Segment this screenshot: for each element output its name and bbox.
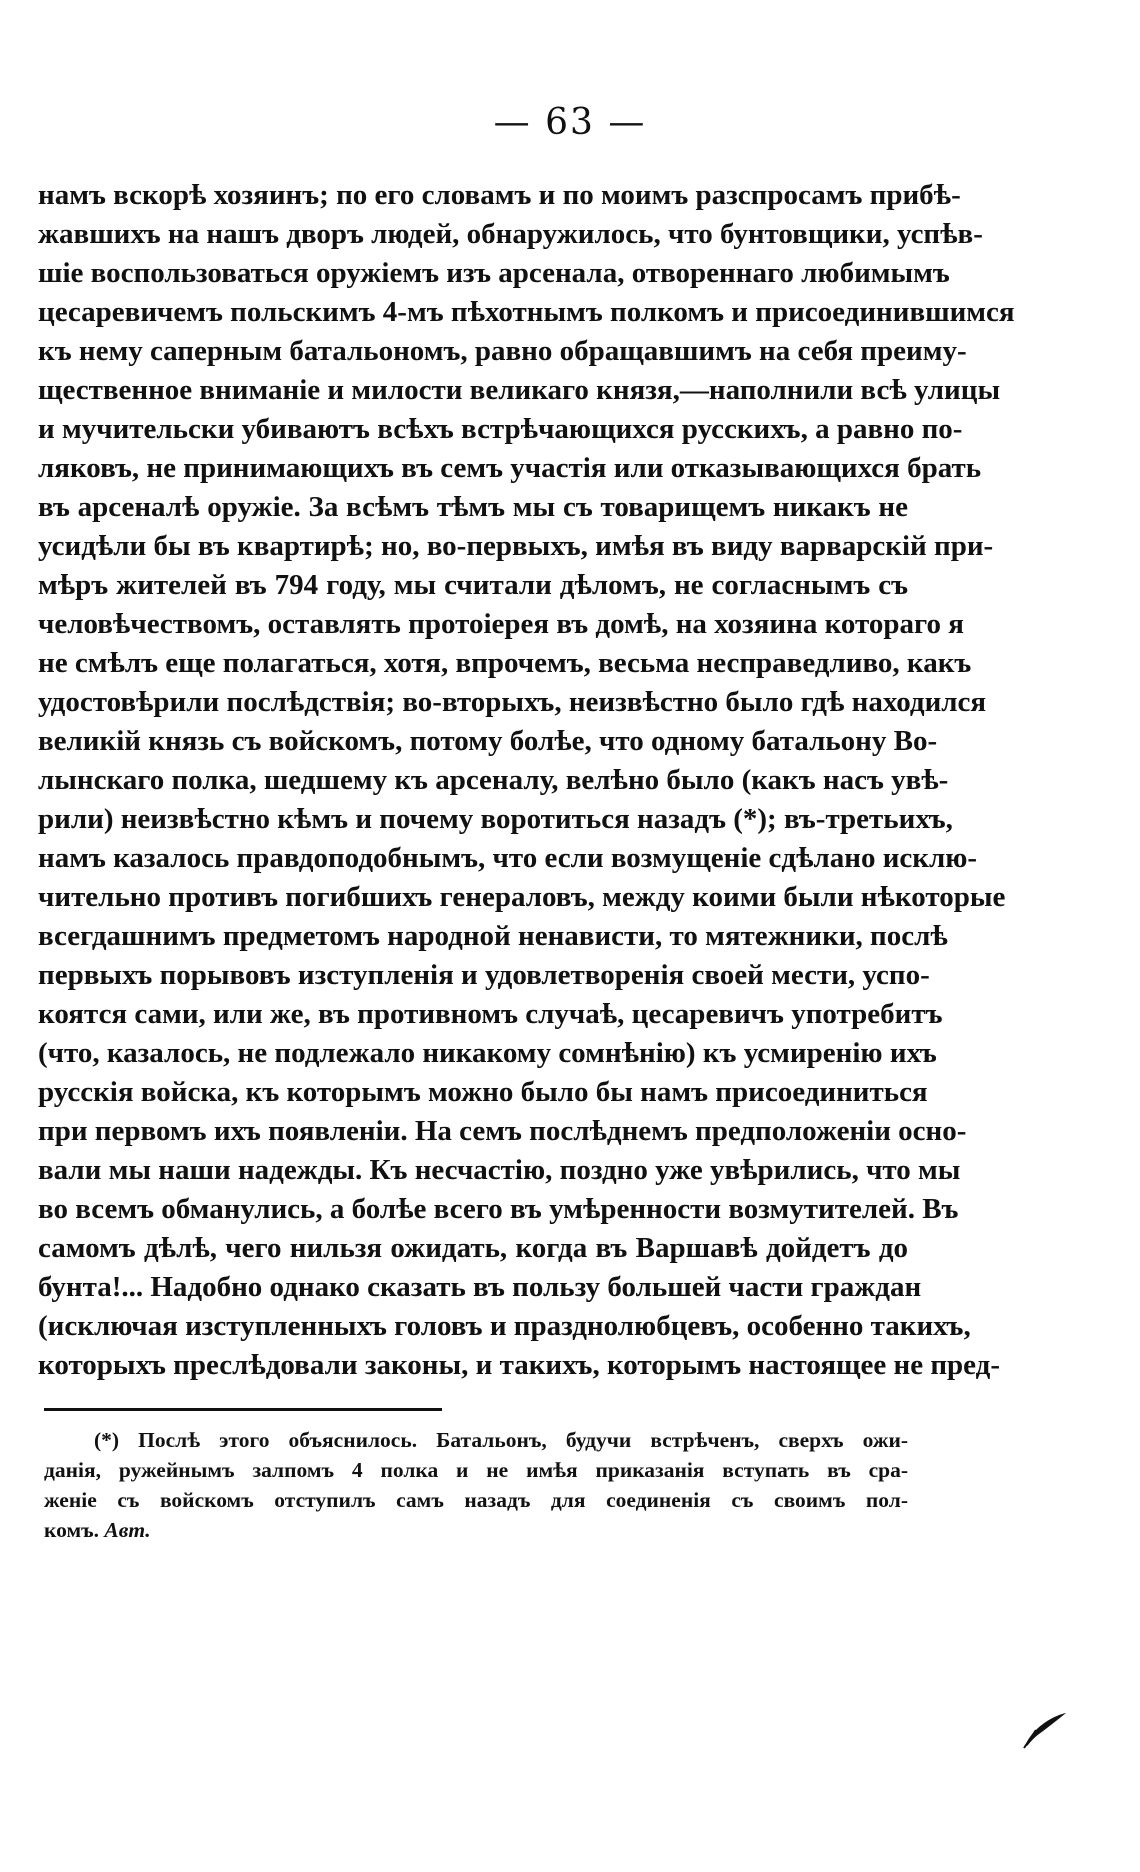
text-line: въ арсеналѣ оружіе. За всѣмъ тѣмъ мы съ товарищемъ никакъ не: [38, 491, 908, 523]
text-line: ляковъ, не принимающихъ въ семъ участія или отказывающихся брать: [38, 452, 982, 484]
text-line: великій князь съ войскомъ, потому болѣе, что одному батальону Во-: [38, 725, 938, 757]
body-text: [38, 176, 1015, 1385]
text-line: рили) неизвѣстно кѣмъ и почему воротиться назадъ (*); въ-третьихъ,: [38, 803, 953, 835]
text-line: лынскаго полка, шедшему къ арсеналу, велѣно было (какъ насъ увѣ-: [38, 764, 949, 796]
text-line: (что, казалось, не подлежало никакому сомнѣнію) къ усмиренію ихъ: [38, 1037, 937, 1069]
text-line: всегдашнимъ предметомъ народной ненависти, то мятежники, послѣ: [38, 920, 948, 952]
text-line: человѣчествомъ, оставлять протоіерея въ домѣ, на хозяина котораго я: [38, 608, 964, 640]
page-number: — 63 —: [493, 102, 647, 143]
text-line: шіе воспользоваться оружіемъ изъ арсенала, отвореннаго любимымъ: [38, 257, 950, 289]
text-line: удостовѣрили послѣдствія; во-вторыхъ, неизвѣстно было гдѣ находился: [38, 686, 987, 718]
text-line: при первомъ ихъ появленіи. На семъ послѣднемъ предположеніи осно-: [38, 1115, 967, 1147]
text-line: мѣръ жителей въ 794 году, мы считали дѣломъ, не согласнымъ съ: [38, 569, 908, 601]
text-line: жавшихъ на нашъ дворъ людей, обнаружилось, что бунтовщики, успѣв-: [38, 218, 983, 250]
text-line: усидѣли бы въ квартирѣ; но, во-первыхъ, имѣя въ виду варварскій при-: [38, 530, 994, 562]
text-line: которыхъ преслѣдовали законы, и такихъ, которымъ настоящее не пред-: [38, 1349, 1000, 1381]
text-line: чительно противъ погибшихъ генераловъ, между коими были нѣкоторые: [38, 881, 1006, 913]
footnote: [44, 1425, 908, 1545]
text-line: самомъ дѣлѣ, чего нильзя ожидать, когда въ Варшавѣ дойдетъ до: [38, 1232, 908, 1264]
text-line: вали мы наши надежды. Къ несчастію, поздно уже увѣрились, что мы: [38, 1154, 961, 1186]
text-line: бунта!... Надобно однако сказать въ пользу большей части граждан: [38, 1271, 922, 1303]
text-line: къ нему саперным батальономъ, равно обращавшимъ на себя преиму-: [38, 335, 967, 367]
footnote-line: (*) Послѣ этого объяснилось. Батальонъ, будучи встрѣченъ, сверхъ ожи-: [94, 1428, 908, 1452]
text-line: цесаревичемъ польскимъ 4-мъ пѣхотнымъ полкомъ и присоединившимся: [38, 296, 1015, 328]
text-line: и мучительски убиваютъ всѣхъ встрѣчающихся русскихъ, а равно по-: [38, 413, 963, 445]
footnote-line-last: [44, 1515, 908, 1545]
footnote-line: женіе съ войскомъ отступилъ самъ назадъ для соединенія съ своимъ пол-: [44, 1488, 908, 1512]
footnote-author: Авт.: [104, 1518, 151, 1542]
quill-icon: [1022, 1710, 1068, 1750]
footnote-divider: [44, 1408, 442, 1411]
footnote-text: комъ.: [44, 1518, 99, 1542]
text-line: щественное вниманіе и милости великаго князя,—наполнили всѣ улицы: [38, 374, 1001, 406]
text-line: русскія войска, къ которымъ можно было бы намъ присоединиться: [38, 1076, 928, 1108]
text-line: (исключая изступленныхъ головъ и празднолюбцевъ, особенно такихъ,: [38, 1310, 971, 1342]
footnote-line: данія, ружейнымъ залпомъ 4 полка и не имѣя приказанія вступать въ сра-: [44, 1458, 908, 1482]
text-line: коятся сами, или же, въ противномъ случаѣ, цесаревичъ употребитъ: [38, 998, 943, 1030]
text-line: не смѣлъ еще полагаться, хотя, впрочемъ, весьма несправедливо, какъ: [38, 647, 972, 679]
text-line: первыхъ порывовъ изступленія и удовлетворенія своей мести, успо-: [38, 959, 930, 991]
text-line: намъ вскорѣ хозяинъ; по его словамъ и по моимъ разспросамъ прибѣ-: [38, 179, 961, 211]
text-line: намъ казалось правдоподобнымъ, что если возмущеніе сдѣлано исклю-: [38, 842, 978, 874]
text-line: во всемъ обманулись, а болѣе всего въ умѣренности возмутителей. Въ: [38, 1193, 959, 1225]
